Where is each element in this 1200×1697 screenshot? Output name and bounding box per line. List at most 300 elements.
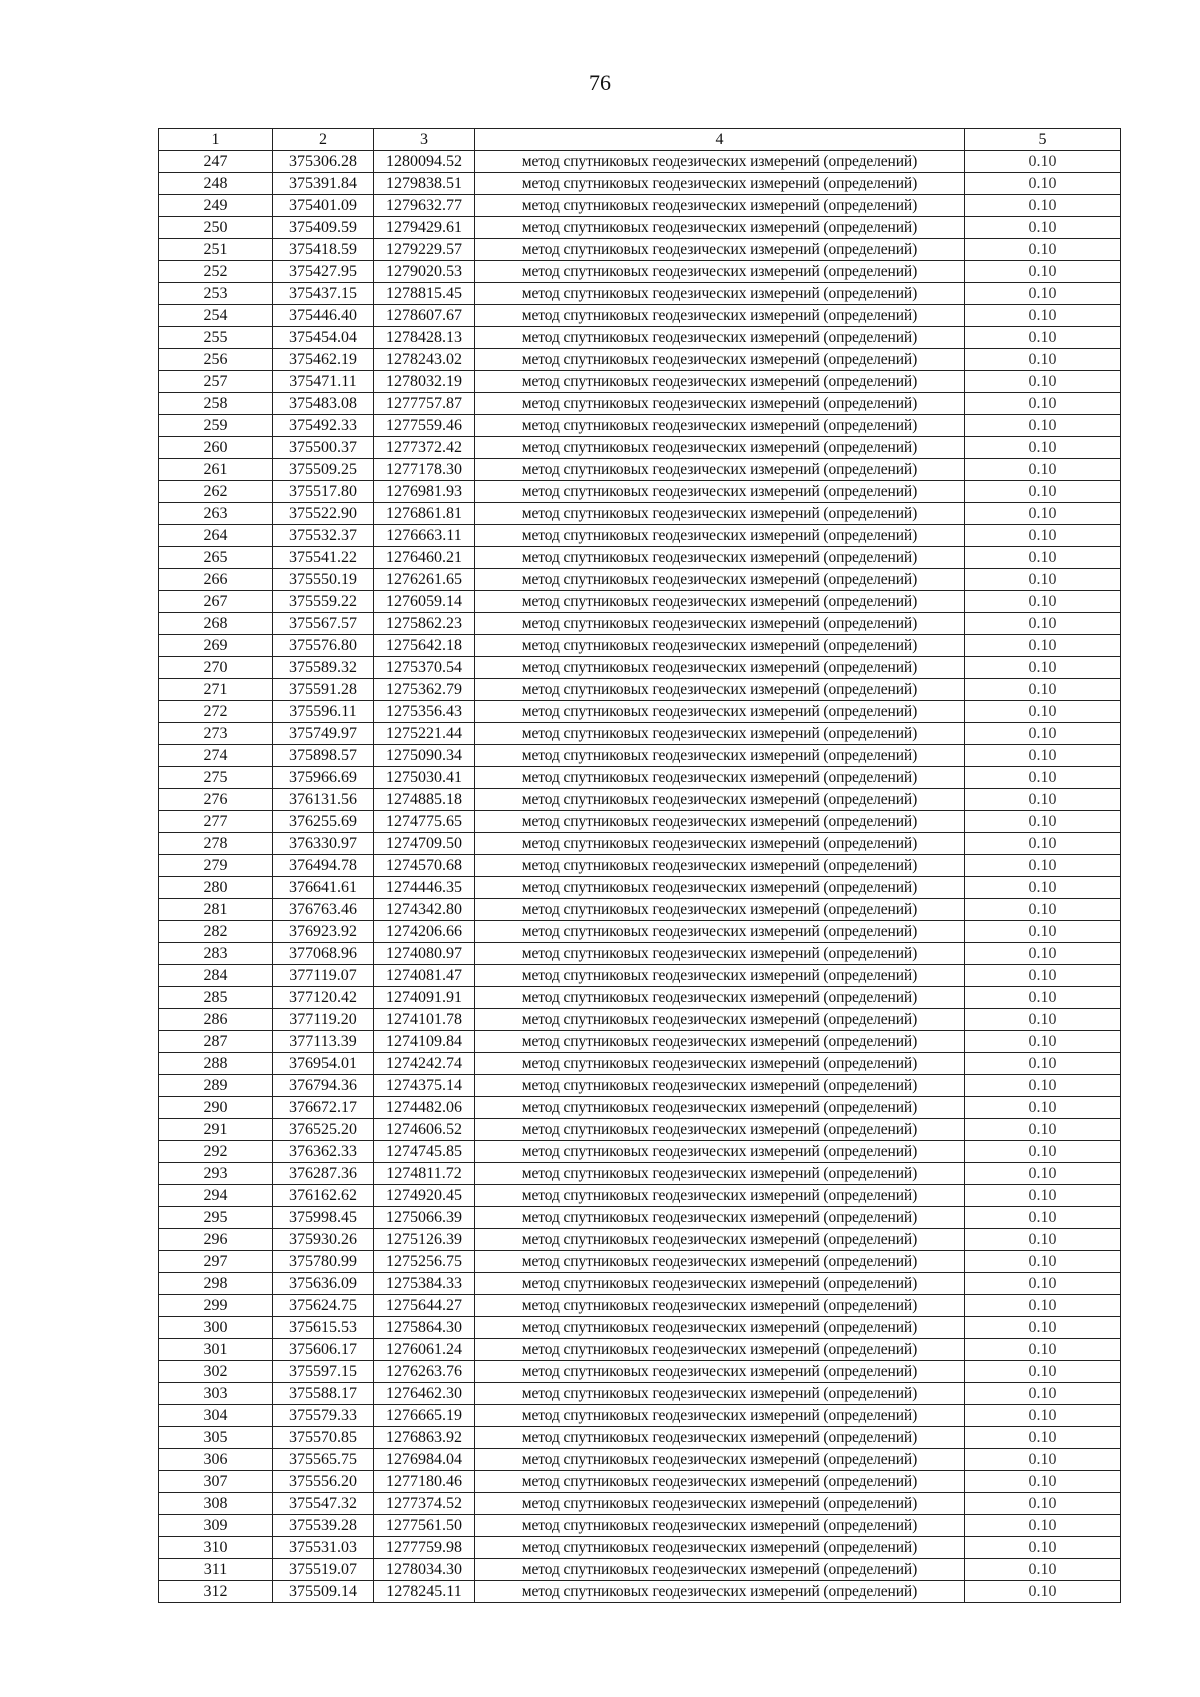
precision-cell: 0.10 (965, 1009, 1121, 1031)
point-number-cell: 266 (159, 569, 273, 591)
point-number-cell: 251 (159, 239, 273, 261)
method-cell: метод спутниковых геодезических измерений (определений) (475, 239, 965, 261)
x-coordinate-cell: 375596.11 (273, 701, 374, 723)
point-number-cell: 279 (159, 855, 273, 877)
precision-cell: 0.10 (965, 217, 1121, 239)
y-coordinate-cell: 1277178.30 (374, 459, 475, 481)
x-coordinate-cell: 375539.28 (273, 1515, 374, 1537)
method-cell: метод спутниковых геодезических измерений (определений) (475, 635, 965, 657)
table-row (159, 1097, 1121, 1119)
precision-cell: 0.10 (965, 1097, 1121, 1119)
precision-cell: 0.10 (965, 1559, 1121, 1581)
precision-cell: 0.10 (965, 459, 1121, 481)
x-coordinate-cell: 375550.19 (273, 569, 374, 591)
table-row (159, 349, 1121, 371)
y-coordinate-cell: 1274775.65 (374, 811, 475, 833)
header-col-3: 3 (374, 129, 475, 151)
precision-cell: 0.10 (965, 283, 1121, 305)
table-row (159, 1009, 1121, 1031)
table-row (159, 635, 1121, 657)
table-row (159, 745, 1121, 767)
y-coordinate-cell: 1274342.80 (374, 899, 475, 921)
precision-cell: 0.10 (965, 415, 1121, 437)
method-cell: метод спутниковых геодезических измерений (определений) (475, 1141, 965, 1163)
table-row (159, 833, 1121, 855)
method-cell: метод спутниковых геодезических измерений (определений) (475, 1559, 965, 1581)
point-number-cell: 293 (159, 1163, 273, 1185)
y-coordinate-cell: 1279429.61 (374, 217, 475, 239)
x-coordinate-cell: 376525.20 (273, 1119, 374, 1141)
point-number-cell: 291 (159, 1119, 273, 1141)
point-number-cell: 302 (159, 1361, 273, 1383)
method-cell: метод спутниковых геодезических измерений (определений) (475, 965, 965, 987)
x-coordinate-cell: 375966.69 (273, 767, 374, 789)
y-coordinate-cell: 1274080.97 (374, 943, 475, 965)
precision-cell: 0.10 (965, 1119, 1121, 1141)
table-row (159, 503, 1121, 525)
method-cell: метод спутниковых геодезических измерений (определений) (475, 767, 965, 789)
method-cell: метод спутниковых геодезических измерений (определений) (475, 1383, 965, 1405)
header-col-5: 5 (965, 129, 1121, 151)
point-number-cell: 256 (159, 349, 273, 371)
table-row (159, 855, 1121, 877)
table-row (159, 657, 1121, 679)
point-number-cell: 271 (159, 679, 273, 701)
y-coordinate-cell: 1278032.19 (374, 371, 475, 393)
table-row (159, 1493, 1121, 1515)
y-coordinate-cell: 1275644.27 (374, 1295, 475, 1317)
precision-cell: 0.10 (965, 833, 1121, 855)
table-row (159, 305, 1121, 327)
method-cell: метод спутниковых геодезических измерений (определений) (475, 283, 965, 305)
precision-cell: 0.10 (965, 1581, 1121, 1603)
method-cell: метод спутниковых геодезических измерений (определений) (475, 261, 965, 283)
table-row (159, 789, 1121, 811)
method-cell: метод спутниковых геодезических измерений (определений) (475, 1295, 965, 1317)
point-number-cell: 308 (159, 1493, 273, 1515)
y-coordinate-cell: 1278243.02 (374, 349, 475, 371)
point-number-cell: 307 (159, 1471, 273, 1493)
precision-cell: 0.10 (965, 173, 1121, 195)
x-coordinate-cell: 375391.84 (273, 173, 374, 195)
x-coordinate-cell: 375306.28 (273, 151, 374, 173)
y-coordinate-cell: 1277757.87 (374, 393, 475, 415)
x-coordinate-cell: 375636.09 (273, 1273, 374, 1295)
method-cell: метод спутниковых геодезических измерений (определений) (475, 349, 965, 371)
point-number-cell: 253 (159, 283, 273, 305)
point-number-cell: 255 (159, 327, 273, 349)
method-cell: метод спутниковых геодезических измерений (определений) (475, 591, 965, 613)
point-number-cell: 275 (159, 767, 273, 789)
precision-cell: 0.10 (965, 723, 1121, 745)
y-coordinate-cell: 1278034.30 (374, 1559, 475, 1581)
point-number-cell: 303 (159, 1383, 273, 1405)
precision-cell: 0.10 (965, 811, 1121, 833)
precision-cell: 0.10 (965, 1163, 1121, 1185)
precision-cell: 0.10 (965, 1251, 1121, 1273)
method-cell: метод спутниковых геодезических измерений (определений) (475, 1493, 965, 1515)
precision-cell: 0.10 (965, 481, 1121, 503)
precision-cell: 0.10 (965, 1273, 1121, 1295)
precision-cell: 0.10 (965, 239, 1121, 261)
y-coordinate-cell: 1275256.75 (374, 1251, 475, 1273)
point-number-cell: 297 (159, 1251, 273, 1273)
x-coordinate-cell: 375588.17 (273, 1383, 374, 1405)
table-row (159, 415, 1121, 437)
point-number-cell: 276 (159, 789, 273, 811)
point-number-cell: 283 (159, 943, 273, 965)
point-number-cell: 312 (159, 1581, 273, 1603)
point-number-cell: 247 (159, 151, 273, 173)
y-coordinate-cell: 1277374.52 (374, 1493, 475, 1515)
y-coordinate-cell: 1276665.19 (374, 1405, 475, 1427)
table-row (159, 987, 1121, 1009)
table-row (159, 547, 1121, 569)
table-row (159, 723, 1121, 745)
precision-cell: 0.10 (965, 899, 1121, 921)
y-coordinate-cell: 1276981.93 (374, 481, 475, 503)
point-number-cell: 311 (159, 1559, 273, 1581)
x-coordinate-cell: 377119.20 (273, 1009, 374, 1031)
x-coordinate-cell: 375446.40 (273, 305, 374, 327)
method-cell: метод спутниковых геодезических измерений (определений) (475, 195, 965, 217)
method-cell: метод спутниковых геодезических измерений (определений) (475, 437, 965, 459)
y-coordinate-cell: 1275126.39 (374, 1229, 475, 1251)
y-coordinate-cell: 1278607.67 (374, 305, 475, 327)
y-coordinate-cell: 1274745.85 (374, 1141, 475, 1163)
method-cell: метод спутниковых геодезических измерений (определений) (475, 459, 965, 481)
precision-cell: 0.10 (965, 943, 1121, 965)
y-coordinate-cell: 1280094.52 (374, 151, 475, 173)
y-coordinate-cell: 1276059.14 (374, 591, 475, 613)
precision-cell: 0.10 (965, 1405, 1121, 1427)
x-coordinate-cell: 375509.25 (273, 459, 374, 481)
table-row (159, 1537, 1121, 1559)
point-number-cell: 289 (159, 1075, 273, 1097)
method-cell: метод спутниковых геодезических измерений (определений) (475, 1339, 965, 1361)
table-row (159, 393, 1121, 415)
point-number-cell: 304 (159, 1405, 273, 1427)
table-header-row (159, 129, 1121, 151)
method-cell: метод спутниковых геодезических измерений (определений) (475, 371, 965, 393)
point-number-cell: 277 (159, 811, 273, 833)
table-row (159, 767, 1121, 789)
precision-cell: 0.10 (965, 1053, 1121, 1075)
precision-cell: 0.10 (965, 1449, 1121, 1471)
x-coordinate-cell: 375531.03 (273, 1537, 374, 1559)
x-coordinate-cell: 375500.37 (273, 437, 374, 459)
point-number-cell: 257 (159, 371, 273, 393)
point-number-cell: 248 (159, 173, 273, 195)
method-cell: метод спутниковых геодезических измерений (определений) (475, 811, 965, 833)
table-row (159, 613, 1121, 635)
point-number-cell: 268 (159, 613, 273, 635)
method-cell: метод спутниковых геодезических измерений (определений) (475, 415, 965, 437)
table-row (159, 701, 1121, 723)
precision-cell: 0.10 (965, 503, 1121, 525)
x-coordinate-cell: 375565.75 (273, 1449, 374, 1471)
method-cell: метод спутниковых геодезических измерений (определений) (475, 393, 965, 415)
table-row (159, 1581, 1121, 1603)
table-row (159, 811, 1121, 833)
precision-cell: 0.10 (965, 547, 1121, 569)
x-coordinate-cell: 375418.59 (273, 239, 374, 261)
point-number-cell: 250 (159, 217, 273, 239)
y-coordinate-cell: 1274885.18 (374, 789, 475, 811)
table-row (159, 1427, 1121, 1449)
point-number-cell: 259 (159, 415, 273, 437)
point-number-cell: 292 (159, 1141, 273, 1163)
method-cell: метод спутниковых геодезических измерений (определений) (475, 1317, 965, 1339)
precision-cell: 0.10 (965, 1075, 1121, 1097)
x-coordinate-cell: 375509.14 (273, 1581, 374, 1603)
x-coordinate-cell: 375492.33 (273, 415, 374, 437)
y-coordinate-cell: 1274709.50 (374, 833, 475, 855)
point-number-cell: 284 (159, 965, 273, 987)
table-row (159, 569, 1121, 591)
y-coordinate-cell: 1277759.98 (374, 1537, 475, 1559)
y-coordinate-cell: 1276863.92 (374, 1427, 475, 1449)
y-coordinate-cell: 1274570.68 (374, 855, 475, 877)
y-coordinate-cell: 1274091.91 (374, 987, 475, 1009)
x-coordinate-cell: 375471.11 (273, 371, 374, 393)
method-cell: метод спутниковых геодезических измерений (определений) (475, 723, 965, 745)
table-row (159, 1361, 1121, 1383)
point-number-cell: 310 (159, 1537, 273, 1559)
method-cell: метод спутниковых геодезических измерений (определений) (475, 789, 965, 811)
method-cell: метод спутниковых геодезических измерений (определений) (475, 525, 965, 547)
x-coordinate-cell: 375427.95 (273, 261, 374, 283)
table-row (159, 1053, 1121, 1075)
precision-cell: 0.10 (965, 349, 1121, 371)
table-body (159, 151, 1121, 1603)
point-number-cell: 258 (159, 393, 273, 415)
y-coordinate-cell: 1274081.47 (374, 965, 475, 987)
x-coordinate-cell: 376923.92 (273, 921, 374, 943)
x-coordinate-cell: 375576.80 (273, 635, 374, 657)
y-coordinate-cell: 1275066.39 (374, 1207, 475, 1229)
x-coordinate-cell: 376255.69 (273, 811, 374, 833)
x-coordinate-cell: 377119.07 (273, 965, 374, 987)
method-cell: метод спутниковых геодезических измерений (определений) (475, 503, 965, 525)
y-coordinate-cell: 1275370.54 (374, 657, 475, 679)
point-number-cell: 262 (159, 481, 273, 503)
table-row (159, 1383, 1121, 1405)
method-cell: метод спутниковых геодезических измерений (определений) (475, 1185, 965, 1207)
point-number-cell: 285 (159, 987, 273, 1009)
y-coordinate-cell: 1275090.34 (374, 745, 475, 767)
table-row (159, 1163, 1121, 1185)
table-row (159, 261, 1121, 283)
precision-cell: 0.10 (965, 1317, 1121, 1339)
precision-cell: 0.10 (965, 1339, 1121, 1361)
table-row (159, 173, 1121, 195)
method-cell: метод спутниковых геодезических измерений (определений) (475, 921, 965, 943)
x-coordinate-cell: 375547.32 (273, 1493, 374, 1515)
x-coordinate-cell: 376131.56 (273, 789, 374, 811)
table-row (159, 1075, 1121, 1097)
table-row (159, 1141, 1121, 1163)
x-coordinate-cell: 375462.19 (273, 349, 374, 371)
precision-cell: 0.10 (965, 987, 1121, 1009)
precision-cell: 0.10 (965, 1493, 1121, 1515)
point-number-cell: 254 (159, 305, 273, 327)
precision-cell: 0.10 (965, 327, 1121, 349)
page-number: 76 (589, 70, 611, 95)
table-row (159, 1119, 1121, 1141)
point-number-cell: 263 (159, 503, 273, 525)
table-row (159, 481, 1121, 503)
y-coordinate-cell: 1279020.53 (374, 261, 475, 283)
point-number-cell: 301 (159, 1339, 273, 1361)
point-number-cell: 309 (159, 1515, 273, 1537)
y-coordinate-cell: 1274375.14 (374, 1075, 475, 1097)
y-coordinate-cell: 1277561.50 (374, 1515, 475, 1537)
y-coordinate-cell: 1274109.84 (374, 1031, 475, 1053)
method-cell: метод спутниковых геодезических измерений (определений) (475, 613, 965, 635)
y-coordinate-cell: 1275864.30 (374, 1317, 475, 1339)
method-cell: метод спутниковых геодезических измерений (определений) (475, 1053, 965, 1075)
precision-cell: 0.10 (965, 1515, 1121, 1537)
x-coordinate-cell: 376330.97 (273, 833, 374, 855)
point-number-cell: 269 (159, 635, 273, 657)
precision-cell: 0.10 (965, 657, 1121, 679)
table-row (159, 239, 1121, 261)
y-coordinate-cell: 1276462.30 (374, 1383, 475, 1405)
x-coordinate-cell: 376794.36 (273, 1075, 374, 1097)
precision-cell: 0.10 (965, 1229, 1121, 1251)
x-coordinate-cell: 375409.59 (273, 217, 374, 239)
table-row (159, 151, 1121, 173)
x-coordinate-cell: 375454.04 (273, 327, 374, 349)
method-cell: метод спутниковых геодезических измерений (определений) (475, 305, 965, 327)
precision-cell: 0.10 (965, 789, 1121, 811)
method-cell: метод спутниковых геодезических измерений (определений) (475, 1097, 965, 1119)
precision-cell: 0.10 (965, 1383, 1121, 1405)
precision-cell: 0.10 (965, 1207, 1121, 1229)
x-coordinate-cell: 375437.15 (273, 283, 374, 305)
y-coordinate-cell: 1276460.21 (374, 547, 475, 569)
point-number-cell: 261 (159, 459, 273, 481)
x-coordinate-cell: 375624.75 (273, 1295, 374, 1317)
point-number-cell: 282 (159, 921, 273, 943)
x-coordinate-cell: 375532.37 (273, 525, 374, 547)
method-cell: метод спутниковых геодезических измерений (определений) (475, 327, 965, 349)
x-coordinate-cell: 375606.17 (273, 1339, 374, 1361)
precision-cell: 0.10 (965, 195, 1121, 217)
x-coordinate-cell: 375589.32 (273, 657, 374, 679)
y-coordinate-cell: 1274242.74 (374, 1053, 475, 1075)
y-coordinate-cell: 1274482.06 (374, 1097, 475, 1119)
precision-cell: 0.10 (965, 261, 1121, 283)
x-coordinate-cell: 375517.80 (273, 481, 374, 503)
table-row (159, 1031, 1121, 1053)
y-coordinate-cell: 1274101.78 (374, 1009, 475, 1031)
precision-cell: 0.10 (965, 151, 1121, 173)
table-row (159, 437, 1121, 459)
method-cell: метод спутниковых геодезических измерений (определений) (475, 1471, 965, 1493)
method-cell: метод спутниковых геодезических измерений (определений) (475, 1009, 965, 1031)
x-coordinate-cell: 375570.85 (273, 1427, 374, 1449)
precision-cell: 0.10 (965, 569, 1121, 591)
table-row (159, 679, 1121, 701)
table-row (159, 327, 1121, 349)
precision-cell: 0.10 (965, 701, 1121, 723)
table-row (159, 1251, 1121, 1273)
table-row (159, 195, 1121, 217)
table-row (159, 1207, 1121, 1229)
y-coordinate-cell: 1274446.35 (374, 877, 475, 899)
x-coordinate-cell: 376641.61 (273, 877, 374, 899)
y-coordinate-cell: 1279632.77 (374, 195, 475, 217)
x-coordinate-cell: 377113.39 (273, 1031, 374, 1053)
x-coordinate-cell: 376672.17 (273, 1097, 374, 1119)
point-number-cell: 273 (159, 723, 273, 745)
method-cell: метод спутниковых геодезических измерений (определений) (475, 987, 965, 1009)
x-coordinate-cell: 375556.20 (273, 1471, 374, 1493)
y-coordinate-cell: 1275362.79 (374, 679, 475, 701)
table-row (159, 1295, 1121, 1317)
table-row (159, 899, 1121, 921)
method-cell: метод спутниковых геодезических измерений (определений) (475, 855, 965, 877)
point-number-cell: 267 (159, 591, 273, 613)
table-row (159, 1559, 1121, 1581)
method-cell: метод спутниковых геодезических измерений (определений) (475, 657, 965, 679)
x-coordinate-cell: 375930.26 (273, 1229, 374, 1251)
x-coordinate-cell: 375519.07 (273, 1559, 374, 1581)
table-row (159, 1317, 1121, 1339)
point-number-cell: 296 (159, 1229, 273, 1251)
y-coordinate-cell: 1277180.46 (374, 1471, 475, 1493)
method-cell: метод спутниковых геодезических измерений (определений) (475, 1031, 965, 1053)
point-number-cell: 306 (159, 1449, 273, 1471)
y-coordinate-cell: 1275221.44 (374, 723, 475, 745)
point-number-cell: 280 (159, 877, 273, 899)
table-row (159, 965, 1121, 987)
y-coordinate-cell: 1275384.33 (374, 1273, 475, 1295)
y-coordinate-cell: 1276261.65 (374, 569, 475, 591)
method-cell: метод спутниковых геодезических измерений (определений) (475, 547, 965, 569)
method-cell: метод спутниковых геодезических измерений (определений) (475, 877, 965, 899)
method-cell: метод спутниковых геодезических измерений (определений) (475, 1361, 965, 1383)
method-cell: метод спутниковых геодезических измерений (определений) (475, 217, 965, 239)
point-number-cell: 272 (159, 701, 273, 723)
method-cell: метод спутниковых геодезических измерений (определений) (475, 1581, 965, 1603)
point-number-cell: 295 (159, 1207, 273, 1229)
x-coordinate-cell: 375579.33 (273, 1405, 374, 1427)
precision-cell: 0.10 (965, 877, 1121, 899)
x-coordinate-cell: 377068.96 (273, 943, 374, 965)
point-number-cell: 260 (159, 437, 273, 459)
y-coordinate-cell: 1278815.45 (374, 283, 475, 305)
y-coordinate-cell: 1278428.13 (374, 327, 475, 349)
method-cell: метод спутниковых геодезических измерений (определений) (475, 1229, 965, 1251)
precision-cell: 0.10 (965, 305, 1121, 327)
table-row (159, 591, 1121, 613)
method-cell: метод спутниковых геодезических измерений (определений) (475, 1163, 965, 1185)
x-coordinate-cell: 376287.36 (273, 1163, 374, 1185)
point-number-cell: 252 (159, 261, 273, 283)
x-coordinate-cell: 375559.22 (273, 591, 374, 613)
y-coordinate-cell: 1275862.23 (374, 613, 475, 635)
table-row (159, 921, 1121, 943)
x-coordinate-cell: 375898.57 (273, 745, 374, 767)
table-row (159, 1339, 1121, 1361)
method-cell: метод спутниковых геодезических измерений (определений) (475, 1251, 965, 1273)
x-coordinate-cell: 376362.33 (273, 1141, 374, 1163)
y-coordinate-cell: 1276984.04 (374, 1449, 475, 1471)
table-row (159, 217, 1121, 239)
